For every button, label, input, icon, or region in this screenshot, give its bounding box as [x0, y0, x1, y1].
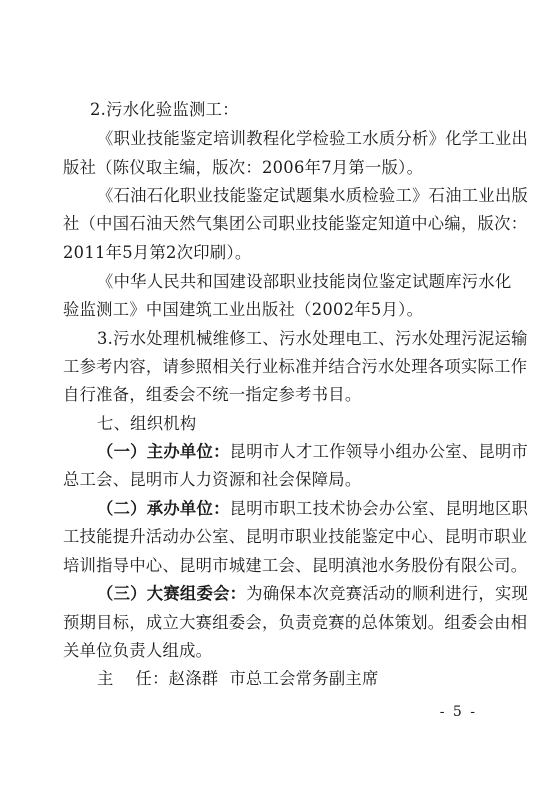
organizer-line3: 培训指导中心、昆明市城建工会、昆明滇池水务股份有限公司。: [63, 556, 528, 575]
section-heading-organization: 七、组织机构: [97, 414, 197, 433]
organizer-text: 昆明市职工技术协会办公室、昆明地区职: [229, 499, 529, 518]
committee-line2: 预期目标，成立大赛组委会，负责竞赛的总体策划。组委会由相: [63, 613, 528, 632]
book2-line1: 《石油石化职业技能鉴定试题集水质检验工》石油工业出版: [97, 186, 529, 205]
book3-line2: 验监测工》中国建筑工业出版社（2002年5月）。: [63, 300, 424, 319]
host-line2: 总工会、昆明市人力资源和社会保障局。: [63, 470, 362, 489]
committee-text: 为确保本次竞赛活动的顺利进行，实现: [246, 584, 529, 603]
host-label: （一）主办单位：: [97, 442, 230, 461]
organizer-label: （二）承办单位：: [97, 499, 230, 518]
other-trades-line3: 自行准备，组委会不统一指定参考书目。: [63, 385, 362, 404]
organizer-line1: [97, 498, 528, 520]
book1-line2: 版社（陈仪取主编，版次：2006年7月第一版）。: [63, 158, 424, 177]
organizer-line2: 工技能提升活动办公室、昆明市职业技能鉴定中心、昆明市职业: [63, 527, 528, 546]
book3-line1: 《中华人民共和国建设部职业技能岗位鉴定试题库污水化: [97, 272, 512, 291]
section-heading-water-lab: 2.污水化验监测工：: [90, 100, 239, 119]
committee-line1: [97, 583, 528, 605]
committee-line3: 关单位负责人组成。: [63, 641, 213, 660]
book2-line3: 2011年5月第2次印刷）。: [63, 243, 252, 262]
book2-line2: 社（中国石油天然气集团公司职业技能鉴定知道中心编，版次：: [63, 214, 528, 233]
host-text: 昆明市人才工作领导小组办公室、昆明市: [229, 442, 529, 461]
committee-label: （三）大赛组委会：: [97, 584, 247, 603]
other-trades-line2: 工参考内容，请参照相关行业标准并结合污水处理各项实际工作: [63, 357, 528, 376]
director-line: 主 任：赵涤群 市总工会常务副主席: [97, 669, 379, 688]
host-line1: [97, 441, 528, 463]
other-trades-line1: 3.污水处理机械维修工、污水处理电工、污水处理污泥运输: [97, 329, 528, 348]
page-number: - 5 -: [439, 704, 477, 720]
book1-line1: 《职业技能鉴定培训教程化学检验工水质分析》化学工业出: [97, 129, 529, 148]
